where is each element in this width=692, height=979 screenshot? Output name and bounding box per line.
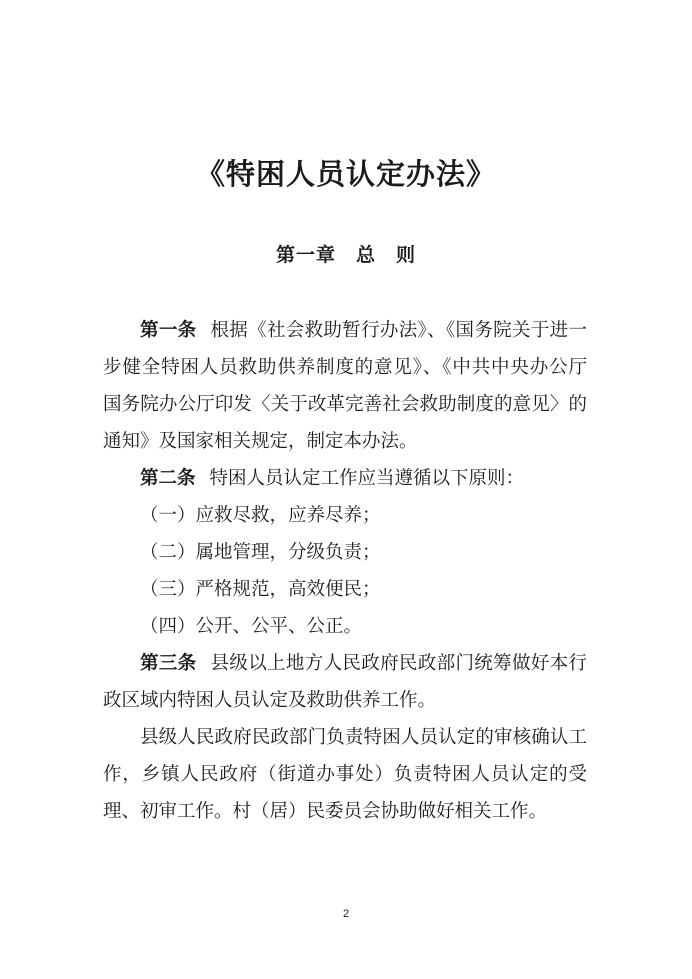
article-3-paragraph: [103, 645, 587, 719]
paragraph-text: （四）公开、公平、公正。: [140, 616, 363, 637]
paragraph-text: 县级人民政府民政部门负责特困人员认定的审核确认工作，乡镇人民政府（街道办事处）负责特困人员认定的受理、初审工作。村（居）民委员会协助做好相关工作。: [103, 727, 587, 822]
article-3-continuation: [103, 719, 587, 830]
document-body: [103, 312, 587, 830]
chapter-heading: 第一章 总 则: [275, 244, 416, 266]
principle-item-2: [103, 534, 587, 571]
paragraph-text: （二）属地管理，分级负责；: [140, 542, 381, 563]
article-1-paragraph: [103, 312, 587, 460]
article-number: 第三条: [140, 653, 197, 674]
article-2-paragraph: [103, 460, 587, 497]
paragraph-text: （三）严格规范，高效便民；: [140, 579, 381, 600]
principle-item-3: [103, 571, 587, 608]
paragraph-text: 根据《社会救助暂行办法》、《国务院关于进一步健全特困人员救助供养制度的意见》、《中共中央办公厅 国务院办公厅印发〈关于改革完善社会救助制度的意见〉的通知》及国家相关规定，制定本办法。: [103, 320, 587, 452]
paragraph-text: 县级以上地方人民政府民政部门统筹做好本行政区域内特困人员认定及救助供养工作。: [103, 653, 587, 711]
article-number: 第一条: [140, 320, 197, 341]
principle-item-4: [103, 608, 587, 645]
article-number: 第二条: [140, 468, 196, 489]
document-title: 《特困人员认定办法》: [195, 157, 496, 191]
paragraph-text: （一）应救尽救，应养尽养；: [140, 505, 381, 526]
paragraph-text: 特困人员认定工作应当遵循以下原则：: [209, 468, 525, 489]
principle-item-1: [103, 497, 587, 534]
page-number: 2: [342, 908, 350, 920]
